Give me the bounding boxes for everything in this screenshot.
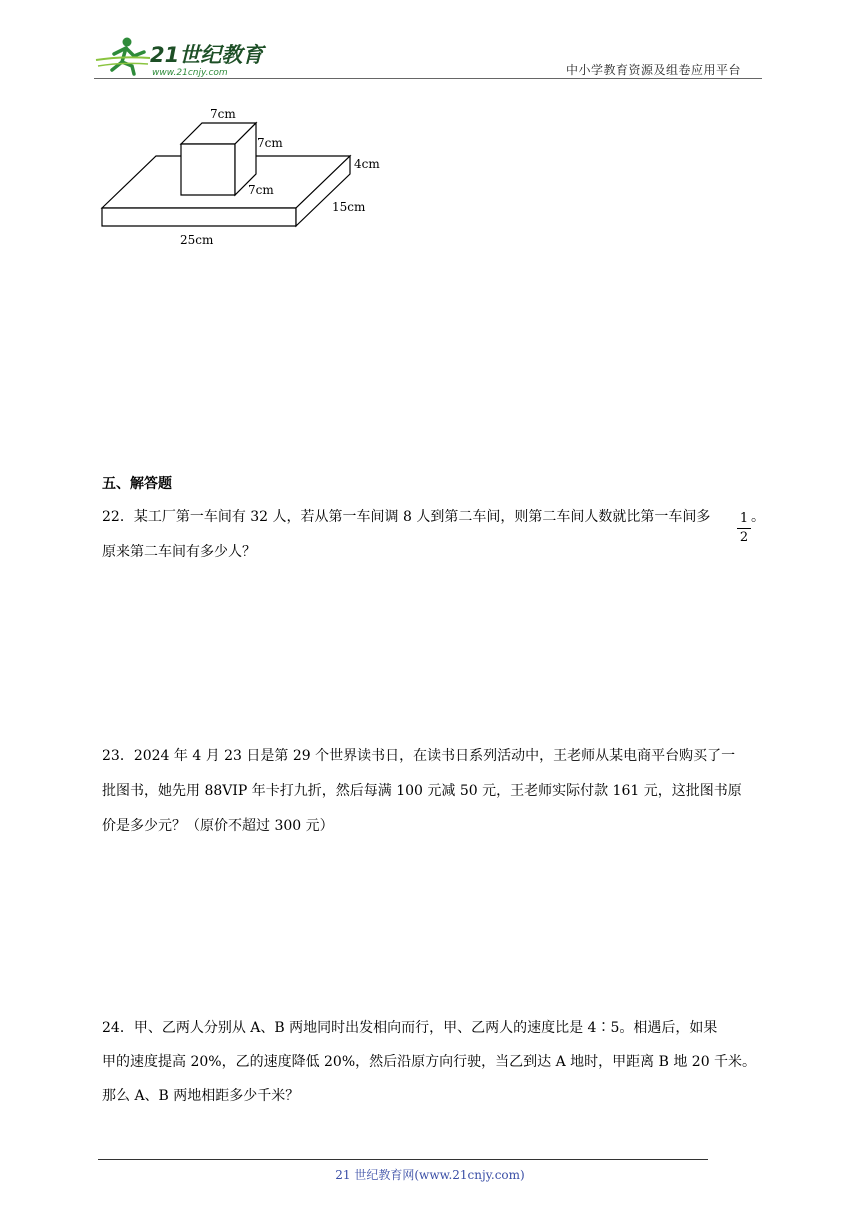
fraction-numerator: 1 xyxy=(739,511,749,526)
fraction-bar xyxy=(737,528,751,529)
platform-name: 中小学教育资源及组卷应用平台 xyxy=(566,63,742,77)
question-23-line-2: 批图书，她先用 88VIP 年卡打九折，然后每满 100 元减 50 元，王老师实际付款 161 元，这批图书原 xyxy=(102,783,742,799)
runner-icon xyxy=(96,38,150,75)
question-22-line-2: 原来第二车间有多少人？ xyxy=(102,544,256,560)
label-cube-top: 7cm xyxy=(210,107,236,121)
label-cube-front: 7cm xyxy=(248,183,274,197)
footer-link[interactable]: 21 世纪教育网(www.21cnjy.com) xyxy=(335,1168,525,1182)
header-divider xyxy=(94,78,762,79)
fraction-denominator: 2 xyxy=(739,530,749,545)
label-cube-side: 7cm xyxy=(257,136,283,150)
site-logo xyxy=(92,34,267,80)
solid-figure-diagram xyxy=(92,100,412,260)
logo-url: www.21cnjy.com xyxy=(152,68,228,78)
question-24-line-1: 24．甲、乙两人分别从 A、B 两地同时出发相向而行，甲、乙两人的速度比是 4∶5。相遇后，如果 xyxy=(102,1020,718,1036)
question-24-line-3: 那么 A、B 两地相距多少千米？ xyxy=(102,1088,300,1104)
label-slab-depth: 15cm xyxy=(332,200,366,214)
cube-front-face xyxy=(181,144,235,195)
question-24-line-2: 甲的速度提高 20%，乙的速度降低 20%，然后沿原方向行驶，当乙到达 A 地时，甲距离 B 地 20 千米。 xyxy=(102,1054,757,1070)
question-22-line-1: 22．某工厂第一车间有 32 人，若从第一车间调 8 人到第二车间，则第二车间人数就比第一车间多 xyxy=(102,509,711,525)
logo-text: 21世纪教育 xyxy=(150,43,264,67)
question-22-fraction xyxy=(737,511,751,546)
question-22-suffix: 。 xyxy=(751,509,765,525)
section-title: 五、解答题 xyxy=(102,476,172,492)
label-slab-length: 25cm xyxy=(180,233,214,247)
question-23-line-1: 23．2024 年 4 月 23 日是第 29 个世界读书日，在读书日系列活动中，王老师从某电商平台购买了一 xyxy=(102,748,736,764)
footer-divider xyxy=(98,1159,708,1160)
question-23-line-3: 价是多少元？（原价不超过 300 元） xyxy=(102,818,334,834)
label-slab-height: 4cm xyxy=(354,157,380,171)
slab-front-face xyxy=(102,208,296,226)
